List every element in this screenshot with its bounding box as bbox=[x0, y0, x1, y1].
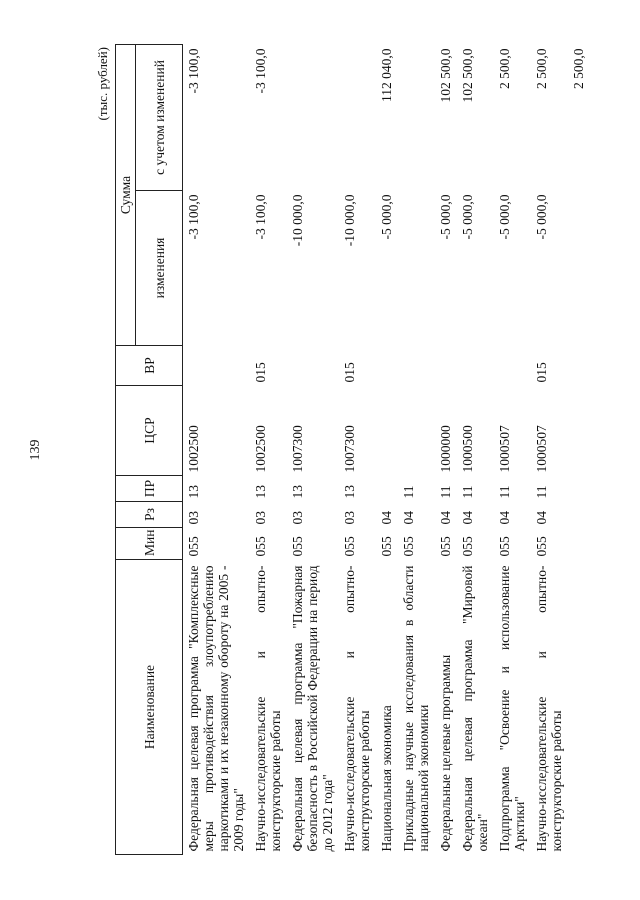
row-name: Научно-исследовательские и опытно-конструкторские работы bbox=[342, 565, 372, 852]
row-total: 2 500,0 bbox=[534, 48, 549, 89]
row-min: 055 bbox=[460, 536, 475, 557]
row-total: 112 040,0 bbox=[379, 48, 394, 102]
row-name: Прикладные научные исследования в области национальной экономики bbox=[401, 565, 431, 852]
row-csr: 1000507 bbox=[534, 425, 549, 473]
row-pr bbox=[568, 476, 590, 502]
row-vr: 015 bbox=[534, 362, 549, 383]
row-change: -3 100,0 bbox=[253, 194, 268, 240]
row-vr bbox=[568, 346, 590, 386]
row-min: 055 bbox=[379, 536, 394, 557]
header-with-change: с учетом изменений bbox=[136, 44, 183, 190]
header-min: Мин bbox=[116, 528, 183, 560]
row-rz: 04 bbox=[534, 511, 549, 525]
row-vr: 015 bbox=[342, 362, 357, 383]
row-rz: 04 bbox=[460, 511, 475, 525]
unit-label: (тыс. рублей) bbox=[95, 47, 110, 121]
row-min: 055 bbox=[253, 536, 268, 557]
row-pr: 13 bbox=[186, 485, 201, 499]
table-row bbox=[568, 44, 590, 854]
row-change: -5 000,0 bbox=[438, 194, 453, 240]
row-change bbox=[398, 191, 435, 346]
row-min: 055 bbox=[342, 536, 357, 557]
row-vr bbox=[287, 346, 339, 386]
row-change: -5 000,0 bbox=[460, 194, 475, 240]
header-change: изменения bbox=[136, 191, 183, 346]
row-total bbox=[398, 44, 435, 190]
row-change: -10 000,0 bbox=[290, 194, 305, 247]
table-row bbox=[339, 44, 376, 854]
row-change: -5 000,0 bbox=[379, 194, 394, 240]
row-rz: 04 bbox=[401, 511, 416, 525]
table-row bbox=[287, 44, 339, 854]
row-min: 055 bbox=[401, 536, 416, 557]
row-pr: 13 bbox=[253, 485, 268, 499]
row-vr bbox=[435, 346, 457, 386]
row-total: 102 500,0 bbox=[438, 48, 453, 103]
table-row bbox=[250, 44, 287, 854]
header-csr: ЦСР bbox=[116, 386, 183, 476]
page-number: 139 bbox=[28, 439, 43, 461]
row-pr: 11 bbox=[534, 485, 549, 499]
row-rz: 03 bbox=[253, 511, 268, 525]
row-total: 102 500,0 bbox=[460, 48, 475, 103]
row-min: 055 bbox=[534, 536, 549, 557]
row-csr: 1000500 bbox=[460, 425, 475, 473]
row-csr: 1007300 bbox=[290, 425, 305, 473]
row-csr: 1002500 bbox=[253, 425, 268, 473]
row-csr: 1002500 bbox=[186, 425, 201, 473]
row-rz: 03 bbox=[290, 511, 305, 525]
row-pr: 11 bbox=[460, 485, 475, 499]
table-row bbox=[183, 44, 251, 854]
row-total: 2 500,0 bbox=[497, 48, 512, 89]
row-csr: 1000507 bbox=[497, 425, 512, 473]
header-vr: ВР bbox=[116, 346, 183, 386]
row-rz: 04 bbox=[497, 511, 512, 525]
row-name: Федеральная целевая программа "Мировой океан" bbox=[460, 565, 490, 852]
row-name: Федеральная целевая программа "Пожарная безопасность в Российской Федерации на период до 2012 года" bbox=[290, 565, 335, 852]
table-row bbox=[494, 44, 531, 854]
row-pr bbox=[376, 476, 398, 502]
row-name: Научно-исследовательские и опытно-конструкторские работы bbox=[253, 565, 283, 852]
row-name: Федеральная целевая программа "Комплексные меры противодействия злоупотреблению наркотиками и их незаконному обороту на 2005 - 2009 годы" bbox=[186, 565, 246, 852]
row-vr bbox=[183, 346, 251, 386]
row-vr bbox=[457, 346, 494, 386]
row-pr: 13 bbox=[342, 485, 357, 499]
row-change: -10 000,0 bbox=[342, 194, 357, 247]
row-csr: 1000000 bbox=[438, 425, 453, 473]
row-rz bbox=[568, 502, 590, 528]
table-header bbox=[116, 44, 183, 854]
header-name: Наименование bbox=[116, 560, 183, 855]
row-vr: 015 bbox=[253, 362, 268, 383]
table-body bbox=[183, 44, 591, 854]
row-pr: 11 bbox=[401, 485, 416, 499]
rotated-page-content bbox=[95, 45, 586, 855]
row-rz: 04 bbox=[379, 511, 394, 525]
budget-table bbox=[115, 44, 590, 855]
row-csr bbox=[398, 386, 435, 476]
row-vr bbox=[494, 346, 531, 386]
row-change: -5 000,0 bbox=[497, 194, 512, 240]
row-csr bbox=[376, 386, 398, 476]
row-name: Федеральные целевые программы bbox=[438, 654, 453, 852]
row-change: -5 000,0 bbox=[534, 194, 549, 240]
row-min: 055 bbox=[290, 536, 305, 557]
table-row bbox=[398, 44, 435, 854]
table-row bbox=[376, 44, 398, 854]
row-pr: 13 bbox=[290, 485, 305, 499]
row-total: -3 100,0 bbox=[253, 48, 268, 94]
row-vr bbox=[376, 346, 398, 386]
row-pr: 11 bbox=[438, 485, 453, 499]
header-pr: ПР bbox=[116, 476, 183, 502]
row-min bbox=[568, 528, 590, 560]
row-change bbox=[568, 191, 590, 346]
row-csr bbox=[568, 386, 590, 476]
table-row bbox=[457, 44, 494, 854]
row-name bbox=[568, 560, 590, 855]
row-total: 2 500,0 bbox=[571, 48, 586, 89]
row-name: Национальная экономика bbox=[379, 705, 394, 852]
row-name: Подпрограмма "Освоение и использование Арктики" bbox=[497, 565, 527, 852]
row-min: 055 bbox=[186, 536, 201, 557]
row-csr: 1007300 bbox=[342, 425, 357, 473]
row-min: 055 bbox=[438, 536, 453, 557]
row-rz: 04 bbox=[438, 511, 453, 525]
row-rz: 03 bbox=[342, 511, 357, 525]
table-row bbox=[435, 44, 457, 854]
row-total bbox=[339, 44, 376, 190]
header-sum: Сумма bbox=[116, 44, 136, 345]
row-total bbox=[287, 44, 339, 190]
row-total: -3 100,0 bbox=[186, 48, 201, 94]
row-pr: 11 bbox=[497, 485, 512, 499]
header-rz: Рз bbox=[116, 502, 183, 528]
row-min: 055 bbox=[497, 536, 512, 557]
row-change: -3 100,0 bbox=[186, 194, 201, 240]
row-rz: 03 bbox=[186, 511, 201, 525]
row-name: Научно-исследовательские и опытно-конструкторские работы bbox=[534, 565, 564, 852]
table-row bbox=[531, 44, 568, 854]
row-vr bbox=[398, 346, 435, 386]
